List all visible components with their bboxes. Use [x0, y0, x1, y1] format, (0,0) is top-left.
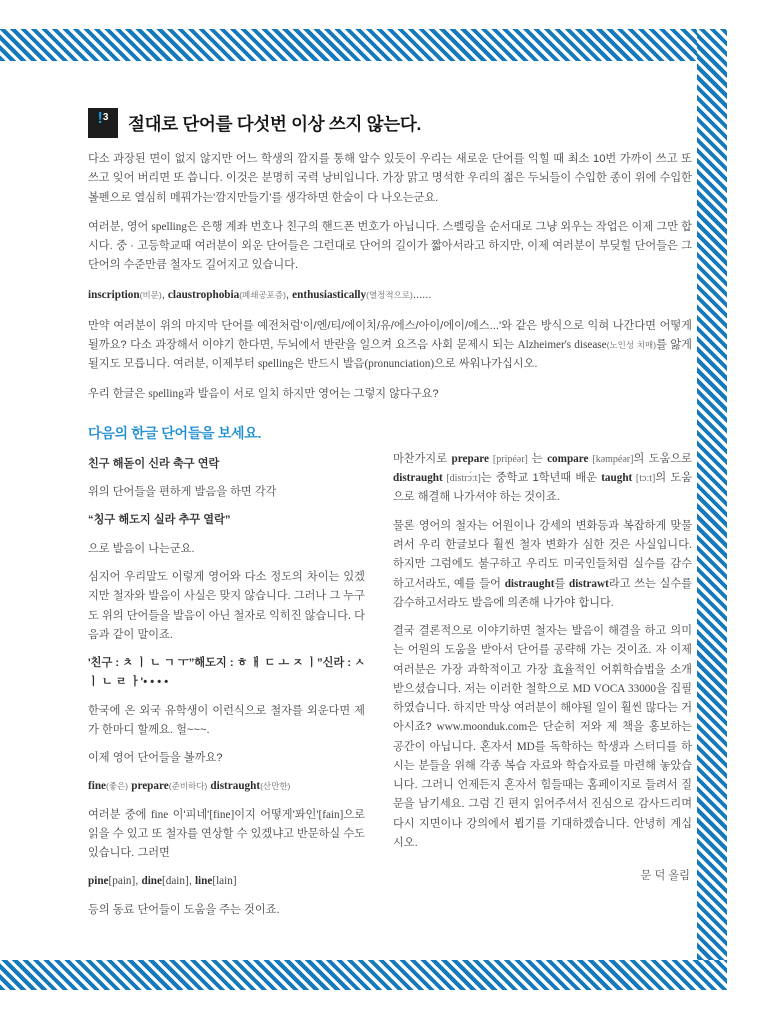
- intro-paragraph-4: 우리 한글은 spelling과 발음이 서로 일치 하지만 영어는 그렇지 않다구요?: [88, 387, 439, 400]
- left-paragraph-7: 한국에 온 외국 유학생이 이런식으로 철자를 외운다면 제가 한마디 할께요. 헐~~~.: [88, 704, 365, 736]
- right-column: [393, 423, 692, 883]
- english-word-list: fine(좋은) prepare(준비하다) distraught(산만한): [88, 780, 291, 793]
- intro-paragraph-1: 다소 과장된 면이 없지 않지만 어느 학생의 깜지를 통해 알수 있듯이 우리는 새로운 단어를 익힐 때 최소 10번 가까이 쓰고 또 쓰고 잊어 버리면 또 씁니다. 이것은 분명히 국력 낭비입니다. 가장 맑고 명석한 우리의 젊은 두뇌들이 수입한 종이 위에 수입한 볼펜으로 열심히 메꿔가는'깜지만들기'를 생각하면 한숨이 다 나오는군요.: [88, 153, 692, 204]
- pronounced-example: “칭구 해도지 실라 추꾸 열락”: [88, 514, 231, 527]
- jamo-spelling-example: '친구 : ㅊ ㅣ ㄴ ㄱ ㅜ”해도지 : ㅎ ㅐ ㄷ ㅗ ㅈ ㅣ”신라 : ㅅ ㅣ ㄴ ㄹ ㅏ'• • • •: [88, 657, 365, 689]
- right-paragraph-2: 물론 영어의 철자는 어원이나 강세의 변화등과 복잡하게 맞물려서 우리 한글보다 훨씬 철자 변화가 심한 것은 사실입니다. 하지만 그럼에도 불구하고 우리도 미국인들처럼 실수를 감수하고서라도, 예를 들어 distraught를 distrawt라고 쓰는 실수를 감수하고서라도 발음에 의존해 나가야 합니다.: [393, 519, 693, 609]
- striped-border-top: [0, 29, 727, 61]
- subsection-heading: 다음의 한글 단어들을 보세요.: [88, 424, 262, 441]
- left-paragraph-10: 여러분 중에 fine 이'피네'[fine]이지 어떻게'퐈인'[fain]으로 읽을 수 있고 또 철자를 연상할 수 있겠냐고 반문하실 수도 있습니다. 그러면: [88, 808, 365, 860]
- left-line-2: 위의 단어들을 편하게 발음을 하면 각각: [88, 486, 277, 499]
- intro-paragraph-3: 만약 여러분이 위의 마지막 단어를 예전처럼'이/엔/티/에이치/유/에스/아이/에이/에스...'와 같은 방식으로 익혀 나간다면 어떻게 될까요? 다소 과장해서 이야기 한다면, 두뇌에서 반란을 일으켜 요즈음 사회 문제시 되는 Alzheimer's disease(노인성 치매)를 앓게 될지도 모릅니다. 여러분, 이제부터 spelling은 반드시 발음(pronunciation)으로 싸워나가십시오.: [88, 319, 692, 371]
- two-column-section: [88, 423, 692, 928]
- left-paragraph-5: 심지어 우리말도 이렇게 영어와 다소 정도의 차이는 있겠지만 철자와 발음이 사실은 맞지 않습니다. 그러나 그 누구도 위의 단어들을 발음이 아닌 철자로 익히진 않습니다. 다음과 같이 말이죠.: [88, 570, 365, 641]
- striped-border-right: [697, 29, 727, 990]
- left-column: [88, 423, 365, 928]
- left-line-8: 이제 영어 단어들을 볼까요?: [88, 752, 223, 765]
- korean-word-example: 친구 해돋이 신라 축구 연락: [88, 457, 220, 470]
- section-header: [88, 108, 692, 138]
- left-line-4: 으로 발음이 나는군요.: [88, 542, 195, 555]
- rhyme-word-list: pine[pain], dine[dain], line[lain]: [88, 875, 237, 888]
- author-signature: 문 덕 올림: [640, 870, 690, 883]
- badge-number: 3: [102, 112, 109, 123]
- section-number-badge: [88, 108, 118, 138]
- section-title: 절대로 단어를 다섯번 이상 쓰지 않는다.: [128, 113, 422, 134]
- intro-word-list: inscription(비문), claustrophobia(폐쇄공포증), enthusiastically(열정적으로)......: [88, 288, 432, 301]
- left-line-12: 등의 동료 단어들이 도움을 주는 것이죠.: [88, 903, 280, 916]
- badge-exclamation: !: [97, 110, 103, 127]
- page-content: [88, 108, 692, 928]
- intro-paragraph-2: 여러분, 영어 spelling은 은행 계좌 번호나 친구의 핸드폰 번호가 아닙니다. 스펠링을 순서대로 그냥 외우는 작업은 이제 그만 합시다. 중 · 고등학교때 여러분이 외운 단어들은 그런대로 단어의 길이가 짧아서라고 하지만, 이제 여러분이 부딪힐 단어들은 그 단어의 수준만큼 철자도 길어지고 있습니다.: [88, 220, 692, 272]
- right-paragraph-1: 마찬가지로 prepare [pripéər] 는 compare [kəmpéər]의 도움으로 distraught [distrɔ́ːt]는 중학교 1학년때 배운 taught [tɔːt]의 도움으로 해결해 나가셔야 하는 것이죠.: [393, 452, 693, 504]
- striped-border-bottom: [0, 960, 727, 990]
- right-paragraph-3: 결국 결론적으로 이야기하면 철자는 발음이 해결을 하고 의미는 어원의 도움을 받아서 단어를 공략해 가는 것이죠. 자 이제 여러분은 가장 과학적이고 가장 효율적인 어휘학습법을 소개 받으셨습니다. 저는 이러한 철학으로 MD VOCA 33000을 집필하였습니다. 하지만 막상 여러분이 해야될 일이 훨씬 많다는 거 아시죠? www.moonduk.com은 단순히 저와 제 책을 홍보하는 공간이 아닙니다. 혼자서 MD를 독학하는 학생과 스터디를 하시는 분들을 위해 각종 복습 자료와 학습자료를 마련해 놓았습니다. 그러니 언제든지 혼자서 힘들때는 홈페이지로 들려서 질문을 남기세요. 그럼 긴 편지 읽어주셔서 진심으로 감사드리며 다시 지면이나 강의에서 뵙기를 기대하겠습니다. 안녕히 계십시오.: [393, 625, 693, 849]
